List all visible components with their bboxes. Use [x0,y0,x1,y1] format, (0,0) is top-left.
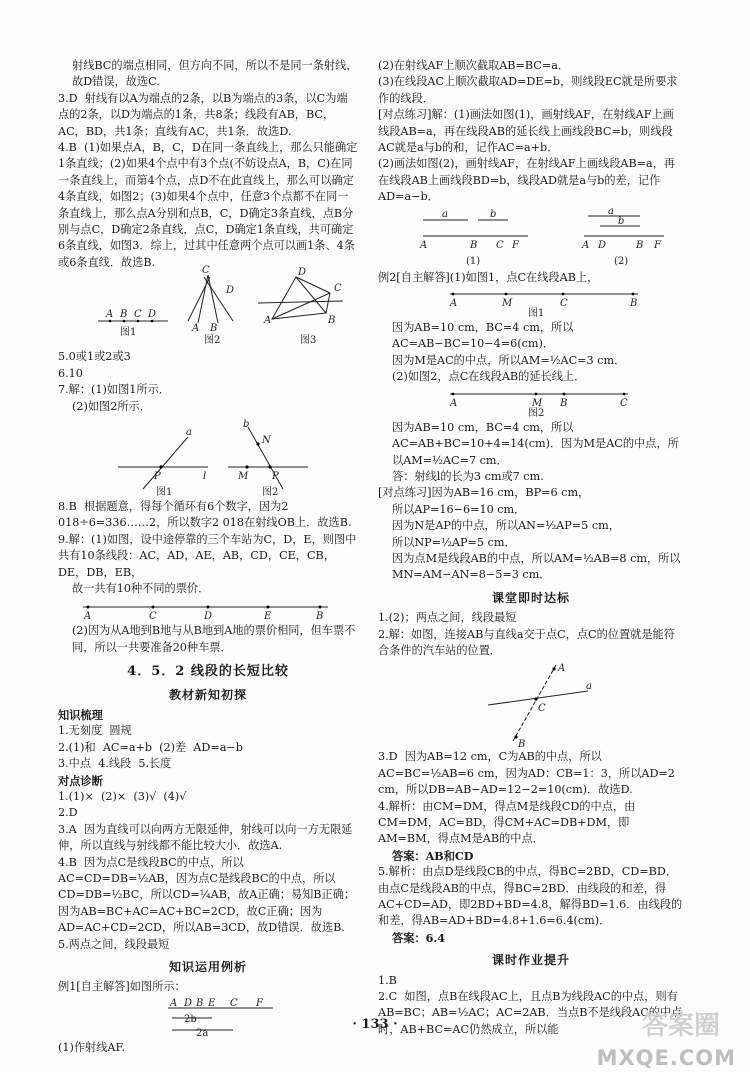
svg-text:图2: 图2 [262,486,279,498]
svg-text:C: C [230,997,238,1009]
svg-text:C: C [149,611,157,623]
z3: 3.中点 4.线段 5.长度 [58,757,172,771]
svg-text:A: A [264,315,272,327]
practice-2a: 所以AP=16−6=10 cm． [392,502,526,516]
r3: [对点练习]解：(1)画法如图(1)，画射线AF，在射线AF上画线段AB=a，再在线段AB的延长线上画线段BC=b，则线段AC就是a与b的和，记作AC=a+b． [378,108,674,155]
answer-9: 9.解：(1)如图，设中途停靠的三个车站为C，D，E，则图中共有10条线段：AC，AD，AE，AB，CD，CE，CB，DE，DB，EB， [58,532,357,579]
svg-text:P: P [272,470,279,482]
svg-text:a: a [608,205,614,217]
d3: 3.A 因为直线可以向两方无限延伸，射线可以向一方无限延伸，所以直线与射线都不能比较大小．故选A. [58,822,353,853]
svg-text:A: A [450,397,458,409]
svg-text:图2: 图2 [528,407,545,419]
svg-text:B: B [470,239,478,251]
svg-text:l: l [203,470,207,482]
svg-text:a: a [442,208,448,220]
svg-text:M: M [502,298,513,310]
svg-text:P: P [154,470,161,482]
svg-text:A: A [170,997,178,1009]
svg-text:C: C [134,309,142,321]
svg-text:B: B [328,315,336,327]
svg-text:D: D [598,239,607,251]
svg-text:(1): (1) [466,255,481,267]
svg-text:C: C [560,298,568,310]
svg-text:B: B [518,739,526,751]
answer-7: 7.解：(1)如图1所示． [58,383,170,397]
q9-figure [58,599,358,621]
practice-2c: 所以NP=½AP=5 cm． [392,535,516,549]
svg-text:B: B [210,323,218,335]
d5: 5.两点之间，线段最短 [58,937,170,951]
svg-text:(2): (2) [614,255,629,267]
svg-text:D: D [148,309,157,321]
svg-text:B: B [120,309,128,321]
k1: 1.(2)；两点之间，线段最短 [378,611,517,625]
svg-text:C: C [620,397,628,409]
d2: 2.D [58,806,78,820]
k2: 2.解：如图，连接AB与直线a交于点C，点C的位置就是能符合条件的汽车站的位置． [378,627,675,657]
r4: (2)画法如图(2)，画射线AF，在射线AF上画线段AB=a，再在线段AB上画线段BD=b，线段AD就是a与b的差，记作AD=a−b． [378,157,676,204]
example-2-fig2 [378,388,684,418]
svg-text:A: A [192,323,200,335]
svg-text:N: N [262,434,271,446]
q2-end: 射线BC的端点相同，但方向不同，所以不是同一条射线，故D错误，故选C. [72,59,358,89]
svg-text:B: B [316,611,324,623]
svg-text:E: E [208,997,216,1009]
svg-text:D: D [184,997,193,1009]
knowledge-heading: 知识梳理 [58,707,103,722]
r2: (3)在线段AC上顺次截取AD=DE=b，则线段EC就是所要求作的线段． [378,75,678,105]
svg-text:b: b [490,208,497,220]
svg-text:F: F [256,997,263,1009]
practice-2b: 因为N是AP的中点，所以AN=½AP=5 cm， [392,519,620,533]
svg-text:A: A [84,611,92,623]
svg-text:2b: 2b [184,1013,197,1025]
subsection-2: 知识运用例析 [168,960,247,975]
diagnosis-heading: 对点诊断 [58,773,103,788]
svg-text:图2: 图2 [204,335,221,347]
h1: 1.B [378,973,397,987]
svg-text:A: A [420,239,428,251]
r1: (2)在射线AF上顺次截取AB=BC=a． [378,59,570,72]
answer-8: 8.B 根据题意，得每个循环有6个数字，因为2 018÷6=336……2，所以数字2 018在射线OB上．故选B. [58,499,352,530]
svg-text:a: a [186,426,192,438]
page-number: · 133 · [352,1017,398,1032]
answer-4: 4.B (1)如果点A，B，C，D在同一条直线上，那么只能确定1条直线；(2)如果4个点中有3个点(不妨设点A，B，C)在同一条直线上，而第4个点，点D不在此直线上，那么可以确定4条直线，如图2；(3)如果4个点中，任意3个点都不在同一条直线上，那么点A分别和点B，C，D确定3条直线，点B分别与点C，D确定2条直线，点C，D确定1条直线，共可确定6条直线，如图3．综上，过其中任意两个点可以画1条、4条或6条直线．故选B. [58,141,358,269]
d4: 4.B 因为点C是线段BC的中点，所以AC=CD=DB=½AB，因为点C是线段BC的中点，所以CD=DB=½BC，所以CD=¼AB，故A正确；易知B正确；因为AB=BC+AC=AC+BC=2CD，故C正确；因为AD=AC+CD=2CD，所以AB=3CD，故D错误．故选B. [58,855,356,935]
z2: 2.(1)和 AC=a+b (2)差 AD=a−b [58,740,243,754]
section-title: 4．5．2 线段的长短比较 [127,664,289,680]
svg-text:图1: 图1 [156,486,173,498]
svg-text:图3: 图3 [300,335,317,347]
svg-text:图1: 图1 [120,327,137,339]
d1: 1.(1)× (2)× (3)√ (4)√ [58,790,187,803]
svg-text:A: A [558,663,566,675]
svg-text:D: D [226,285,235,297]
watermark-url: MXQE.COM [596,1046,736,1070]
svg-text:M: M [532,397,543,409]
svg-text:C: C [496,239,504,251]
example-1: 例1[自主解答]如图所示： [58,980,186,994]
subsection-1: 教材新知初探 [168,687,247,702]
answer-9b: 故一共有10种不同的票价． [72,581,210,595]
svg-text:b: b [243,418,250,430]
svg-text:A: A [106,309,114,321]
z1: 1.无刻度 圆规 [58,724,132,738]
example-2-fig1 [378,288,684,318]
watermark-logo: 答案圈 [641,1011,720,1041]
answer-9c: (2)因为从A地到B地与从B地到A地的票价相同，但车票不同，所以一共要准备20种车票． [72,624,356,654]
svg-text:b: b [618,215,625,227]
svg-text:C: C [334,283,342,295]
svg-text:C: C [202,265,210,277]
svg-text:B: B [560,397,568,409]
example-2c: (2)如图2，点C在线段AB的延长线上． [392,370,586,384]
svg-text:M: M [238,470,249,482]
answer-6: 6.10 [58,366,83,380]
svg-text:A: A [450,298,458,310]
q4-figures [58,265,358,347]
practice-2: [对点练习]因为AB=16 cm，BP=6 cm， [378,486,590,500]
answer-7b: (2)如图2所示． [72,399,151,413]
k5: 5.解析：由点D是线段CB的中点，得BC=2BD，CD=BD．由点C是线段AB的中点，得BC=2BD．由线段的和差，得AC+CD=AD，即2BD+BD=4.8，解得BD=1.6．由线段的和差，得AB=AD+BD=4.8+1.6=6.4(cm)． [378,865,683,928]
answer-5: 5.0或1或2或3 [58,350,131,364]
svg-text:D: D [204,611,213,623]
example-1a: (1)作射线AF. [58,1040,126,1054]
k2-figure [378,661,684,751]
svg-text:a: a [586,681,592,693]
answer-3: 3.D 射线有以A为端点的2条，以B为端点的3条，以C为端点的2条，以D为端点的1条，共8条；线段有AB，BC，AC，BD，共1条；直线有AC，共1条．故选D. [58,91,348,138]
example-2: 例2[自主解答](1)如图1，点C在线段AB上， [378,270,599,284]
example-2b: 因为M是AC的中点，所以AM=½AC=3 cm． [392,353,626,367]
svg-text:C: C [538,703,546,715]
svg-text:D: D [298,267,307,279]
example-2d: 因为AB=10 cm，BC=4 cm，所以AC=AB+BC=10+4=14(cm)．因为M是AC的中点，所以AM=½AC=7 cm． [392,420,679,467]
k3: 3.D 因为AB=12 cm，C为AB的中点，所以AC=BC=½AB=6 cm，因为AD：CB=1：3，所以AD=2 cm，所以DB=AB−AD=12−2=10(cm)．故选D. [378,750,679,797]
svg-text:F: F [512,239,519,251]
example-2a: 因为AB=10 cm，BC=4 cm，所以AC=AB−BC=10−4=6(cm)． [392,321,574,351]
svg-text:F: F [654,239,661,251]
q7-figures [58,417,358,497]
subsection-3: 课堂即时达标 [491,590,570,605]
k4: 4.解析：由CM=DM，得点M是线段CD的中点，由CM=DM，AC=BD，得CM+AC=DB+DM，即AM=BM，得点M是AB的中点． [378,799,636,846]
practice-2d: 因为点M是线段AB的中点，所以AM=½AB=8 cm，所以MN=AM−AN=8−5=3 cm． [392,551,681,582]
svg-text:A: A [582,239,590,251]
k4-answer: 答案：AB和CD [392,848,474,863]
svg-text:B: B [196,997,204,1009]
practice-figures [378,205,684,268]
subsection-4: 课时作业提升 [491,953,570,968]
svg-text:E: E [264,611,272,623]
svg-text:图1: 图1 [528,308,545,320]
svg-text:2a: 2a [196,1027,209,1039]
h2: 2.C 如图，点B在线段AC上，且点B为线段AC的中点，则有AB=BC；AB=½AC；AC=2AB．当点B不是线段AC的中点时，AB+BC=AC仍然成立，所以能 [378,990,683,1036]
example-2e: 答：射线l的长为3 cm或7 cm. [392,469,544,483]
svg-text:B: B [636,239,644,251]
right-column [378,58,684,1038]
left-column [58,58,358,1056]
k5-answer: 答案：6.4 [392,930,446,945]
svg-text:B: B [630,298,638,310]
